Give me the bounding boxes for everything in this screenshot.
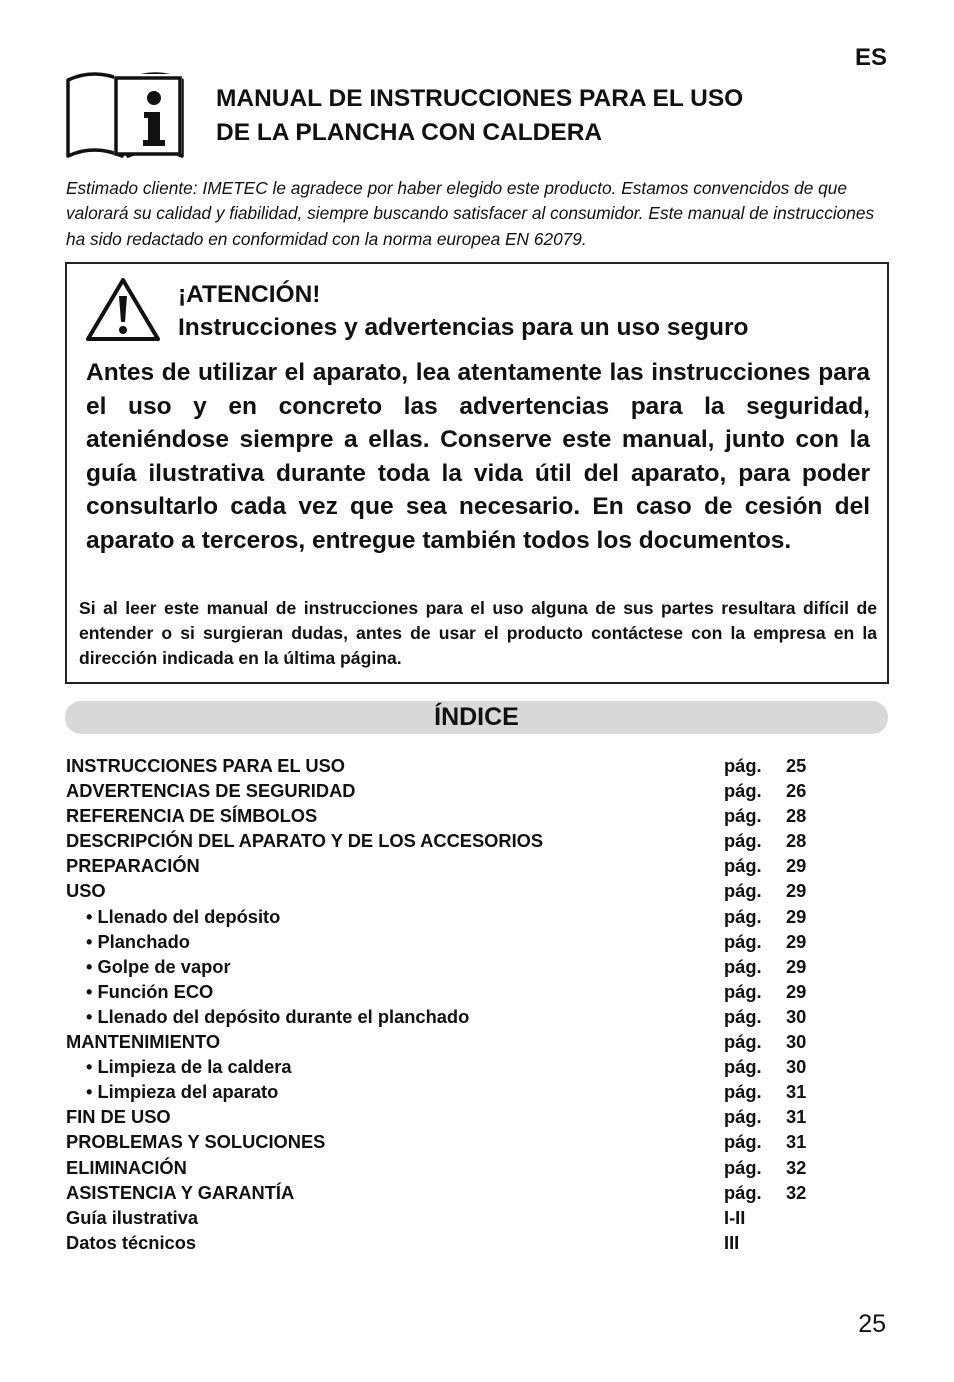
toc-entry-page-number: 28 bbox=[786, 805, 807, 827]
page-number: 25 bbox=[858, 1310, 886, 1338]
toc-entry-page-number: 26 bbox=[786, 780, 807, 802]
toc-entry-page-number: 30 bbox=[786, 1005, 807, 1027]
page-title bbox=[216, 82, 743, 150]
toc-entry bbox=[66, 803, 826, 828]
toc-entry bbox=[66, 929, 826, 954]
toc-entry-label: ELIMINACIÓN bbox=[66, 1156, 187, 1178]
toc-entry-page-number: 30 bbox=[786, 1031, 807, 1053]
toc-entry-page-prefix: I-II bbox=[724, 1206, 746, 1228]
toc-entry-page-number: 31 bbox=[786, 1081, 807, 1103]
toc-entry-page-number: 28 bbox=[786, 830, 807, 852]
toc-entry-page-prefix: pág. bbox=[724, 905, 762, 927]
toc-entry-label: • Limpieza del aparato bbox=[86, 1081, 279, 1103]
toc-entry bbox=[66, 1054, 826, 1079]
toc-entry-page-prefix: pág. bbox=[724, 930, 762, 952]
toc-entry-page-prefix: pág. bbox=[724, 1031, 762, 1053]
toc-entry-label: Datos técnicos bbox=[66, 1231, 197, 1253]
toc-entry-label: • Planchado bbox=[86, 930, 190, 952]
toc-entry bbox=[66, 1029, 826, 1054]
toc-entry-label: FIN DE USO bbox=[66, 1106, 171, 1128]
warning-title-line-1: ¡ATENCIÓN! bbox=[178, 281, 321, 308]
toc-entry-page-prefix: pág. bbox=[724, 780, 762, 802]
toc-entry-page-number: 31 bbox=[786, 1106, 807, 1128]
document-header bbox=[64, 70, 894, 162]
table-of-contents bbox=[66, 753, 826, 1255]
toc-entry-page-prefix: pág. bbox=[724, 955, 762, 977]
toc-entry-page-number: 30 bbox=[786, 1056, 807, 1078]
warning-title bbox=[178, 278, 749, 344]
safety-warning-box bbox=[65, 262, 889, 684]
toc-entry-page-number: 29 bbox=[786, 855, 807, 877]
toc-entry bbox=[66, 1104, 826, 1129]
toc-entry-page-number: 29 bbox=[786, 880, 807, 902]
toc-entry-page-prefix: pág. bbox=[724, 1056, 762, 1078]
toc-entry-page-prefix: pág. bbox=[724, 980, 762, 1002]
toc-entry bbox=[66, 828, 826, 853]
toc-entry-label: PROBLEMAS Y SOLUCIONES bbox=[66, 1131, 326, 1153]
toc-entry-page-number: 31 bbox=[786, 1131, 807, 1153]
toc-entry-label: MANTENIMIENTO bbox=[66, 1031, 221, 1053]
toc-entry-page-prefix: pág. bbox=[724, 1131, 762, 1153]
toc-entry-label: • Golpe de vapor bbox=[86, 955, 231, 977]
toc-entry-page-number: 29 bbox=[786, 930, 807, 952]
language-code: ES bbox=[854, 44, 887, 71]
warning-main-text: Antes de utilizar el aparato, lea atentamente las instrucciones para el uso y en concreto las advertencias para la seguridad, ateniéndose siempre a ellas. Conserve este manual, junto con la guía ilustrativa durante toda la vida útil del aparato, para poder consultarlo cada vez que sea necesario. En caso de cesión del aparato a terceros, entregue también todos los documentos. bbox=[86, 359, 870, 554]
toc-entry-page-number: 25 bbox=[786, 755, 807, 776]
title-line-1: MANUAL DE INSTRUCCIONES PARA EL USO bbox=[216, 85, 744, 112]
toc-entry bbox=[66, 1230, 826, 1255]
toc-entry-label: ASISTENCIA Y GARANTÍA bbox=[66, 1181, 295, 1203]
warning-triangle-icon bbox=[85, 276, 161, 342]
toc-entry-label: ADVERTENCIAS DE SEGURIDAD bbox=[66, 780, 356, 802]
toc-entry bbox=[66, 753, 826, 778]
toc-entry-page-number: 32 bbox=[786, 1181, 807, 1203]
toc-entry-label: Guía ilustrativa bbox=[66, 1206, 199, 1228]
toc-entry-label: INSTRUCCIONES PARA EL USO bbox=[66, 755, 345, 776]
toc-entry-page-prefix: pág. bbox=[724, 755, 762, 776]
toc-entry bbox=[66, 979, 826, 1004]
toc-entry bbox=[66, 1079, 826, 1104]
toc-entry bbox=[66, 878, 826, 903]
warning-contact-text: Si al leer este manual de instrucciones para el uso alguna de sus partes resultara difícil de entender o si surgieran dudas, antes de usar el producto contáctese con la empresa en la dirección indicada en la última página. bbox=[79, 598, 877, 668]
toc-entry bbox=[66, 904, 826, 929]
toc-entry bbox=[66, 1155, 826, 1180]
toc-entry-label: • Función ECO bbox=[86, 980, 214, 1002]
title-line-2: DE LA PLANCHA CON CALDERA bbox=[216, 119, 603, 146]
toc-entry-label: DESCRIPCIÓN DEL APARATO Y DE LOS ACCESORIOS bbox=[66, 830, 544, 852]
toc-entry bbox=[66, 778, 826, 803]
index-header-bar bbox=[65, 701, 888, 734]
toc-entry-page-number: 29 bbox=[786, 905, 807, 927]
toc-entry-label: USO bbox=[66, 880, 106, 902]
toc-entry-page-number: 32 bbox=[786, 1156, 807, 1178]
toc-entry-page-prefix: III bbox=[724, 1231, 740, 1253]
warning-title-line-2: Instrucciones y advertencias para un uso seguro bbox=[178, 314, 749, 341]
toc-entry bbox=[66, 1205, 826, 1230]
toc-entry-page-number: 29 bbox=[786, 955, 807, 977]
toc-entry-page-prefix: pág. bbox=[724, 805, 762, 827]
toc-entry-page-prefix: pág. bbox=[724, 1106, 762, 1128]
toc-entry bbox=[66, 1180, 826, 1205]
toc-entry bbox=[66, 1129, 826, 1154]
toc-entry-label: • Llenado del depósito durante el planchado bbox=[86, 1005, 470, 1027]
toc-entry-label: • Llenado del depósito bbox=[86, 905, 281, 927]
toc-entry-label: REFERENCIA DE SÍMBOLOS bbox=[66, 805, 318, 827]
toc-entry-page-prefix: pág. bbox=[724, 1181, 762, 1203]
toc-entry bbox=[66, 853, 826, 878]
toc-entry-page-prefix: pág. bbox=[724, 1156, 762, 1178]
manual-info-icon bbox=[64, 70, 186, 160]
toc-entry-page-prefix: pág. bbox=[724, 1005, 762, 1027]
toc-entry-page-number: 29 bbox=[786, 980, 807, 1002]
toc-entry-page-prefix: pág. bbox=[724, 855, 762, 877]
toc-entry-label: • Limpieza de la caldera bbox=[86, 1056, 292, 1078]
index-title: ÍNDICE bbox=[434, 703, 519, 731]
toc-entry bbox=[66, 1004, 826, 1029]
toc-entry-page-prefix: pág. bbox=[724, 880, 762, 902]
toc-entry-label: PREPARACIÓN bbox=[66, 855, 200, 877]
intro-paragraph: Estimado cliente: IMETEC le agradece por haber elegido este producto. Estamos convencidos de que valorará su calidad y fiabilidad, siempre buscando satisfacer al consumidor. Este manual de instrucciones ha sido redactado en conformidad con la norma europea EN 62079. bbox=[66, 178, 875, 249]
toc-entry-page-prefix: pág. bbox=[724, 1081, 762, 1103]
toc-entry bbox=[66, 954, 826, 979]
toc-entry-page-prefix: pág. bbox=[724, 830, 762, 852]
